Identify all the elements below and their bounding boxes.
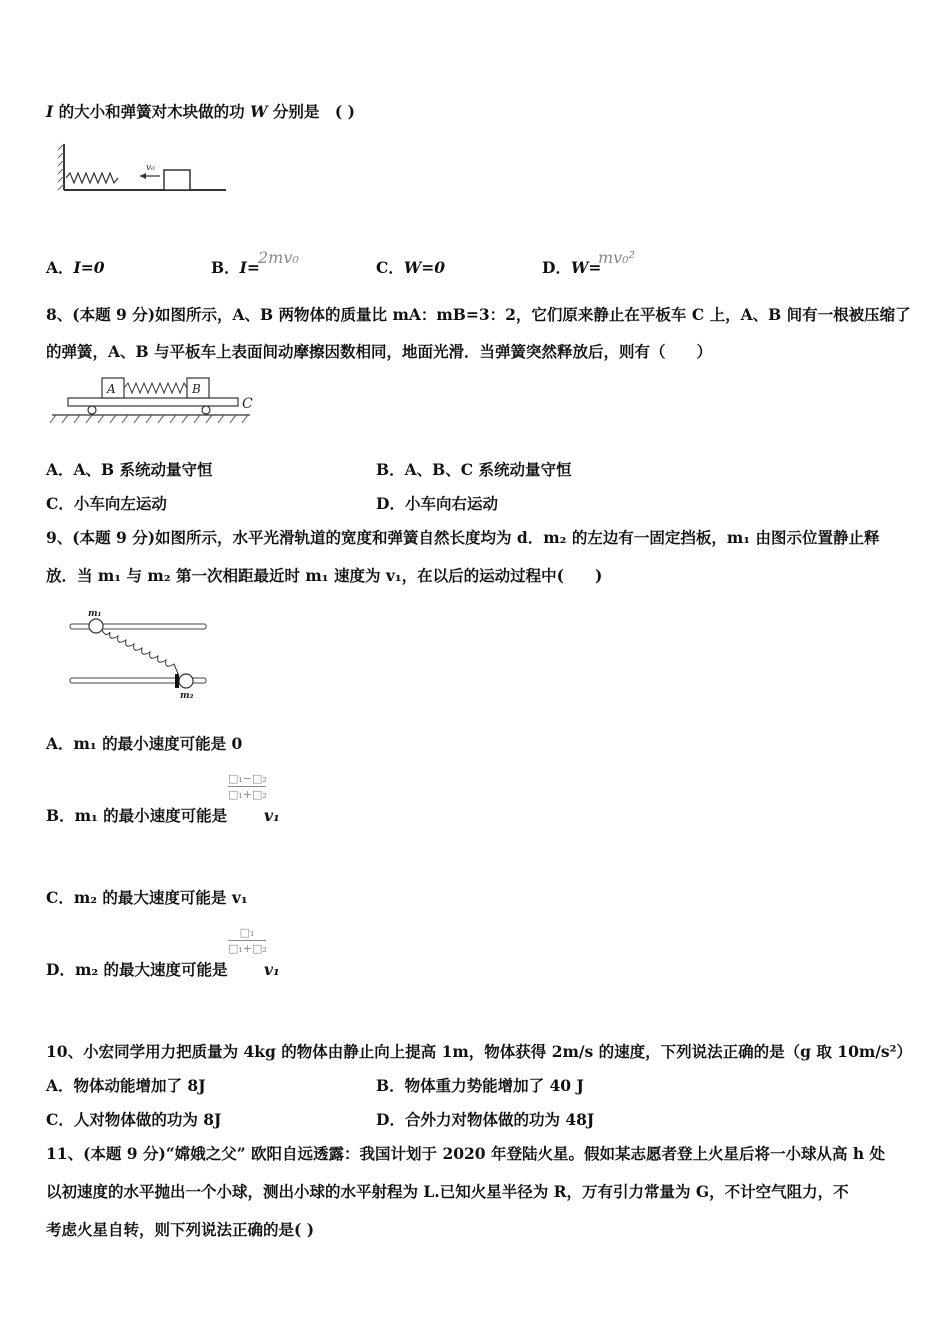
q9-option-b-denominator: □₁+□₂ bbox=[228, 788, 267, 801]
q11-stem-line2: 以初速度的水平抛出一个小球，测出小球的水平射程为 L.已知火星半径为 R，万有引力常量为 G，不计空气阻力，不 bbox=[46, 1182, 849, 1201]
q11-stem-line3: 考虑火星自转，则下列说法正确的是( ) bbox=[46, 1220, 315, 1239]
q9-stem-line1: 9、(本题 9 分)如图所示，水平光滑轨道的宽度和弹簧自然长度均为 d．m₂ 的左边有一固定挡板，m₁ 由图示位置静止释 bbox=[46, 528, 880, 547]
q7-option-d: D．W= bbox=[542, 258, 602, 277]
q9-option-d-numerator: □₁ bbox=[228, 926, 266, 941]
q10-option-c: C．人对物体做的功为 8J bbox=[46, 1110, 222, 1129]
q9-option-d-fraction bbox=[228, 926, 266, 957]
q8-fig-label-a: A bbox=[107, 382, 116, 396]
q9-option-b-tail: v₁ bbox=[264, 806, 280, 825]
q9-rails-figure bbox=[66, 604, 216, 700]
q8-fig-label-b: B bbox=[192, 382, 201, 396]
q9-option-c: C．m₂ 的最大速度可能是 v₁ bbox=[46, 888, 248, 907]
q9-option-d-tail: v₁ bbox=[264, 960, 280, 979]
q9-stem-line2: 放．当 m₁ 与 m₂ 第一次相距最近时 m₁ 速度为 v₁，在以后的运动过程中( ) bbox=[46, 566, 603, 585]
q8-option-c: C．小车向左运动 bbox=[46, 494, 167, 513]
q8-option-a: A．A、B 系统动量守恒 bbox=[46, 460, 213, 479]
q8-option-b: B．A、B、C 系统动量守恒 bbox=[376, 460, 572, 479]
q8-fig-label-c: C bbox=[242, 396, 253, 412]
q9-option-b: B．m₁ 的最小速度可能是 bbox=[46, 806, 228, 825]
q7-option-a: A．I=0 bbox=[46, 258, 105, 277]
q9-option-d: D．m₂ 的最大速度可能是 bbox=[46, 960, 228, 979]
q10-option-d: D．合外力对物体做的功为 48J bbox=[376, 1110, 595, 1129]
q7-option-b-formula: 2mv₀ bbox=[258, 248, 299, 267]
q9-option-b-numerator: □₁−□₂ bbox=[228, 772, 267, 785]
q7-spring-block-figure bbox=[56, 142, 246, 212]
q7-option-c: C．W=0 bbox=[376, 258, 446, 277]
q9-fig-label-m1: m₁ bbox=[88, 609, 102, 619]
q9-option-d-denominator: □₁+□₂ bbox=[228, 942, 267, 955]
q9-option-b-fraction bbox=[228, 772, 266, 803]
q9-fig-label-m2: m₂ bbox=[180, 691, 194, 700]
q7-option-d-formula: mv₀² bbox=[598, 248, 636, 267]
q7-stem: I 的大小和弹簧对木块做的功 W 分别是 ( ) bbox=[46, 102, 355, 121]
q8-option-d: D．小车向右运动 bbox=[376, 494, 498, 513]
q8-stem-line1: 8、(本题 9 分)如图所示，A、B 两物体的质量比 mA：mB=3：2，它们原来静止在平板车 C 上，A、B 间有一根被压缩了 bbox=[46, 305, 911, 324]
q10-option-a: A．物体动能增加了 8J bbox=[46, 1076, 206, 1095]
q7-option-b: B．I= bbox=[211, 258, 260, 277]
q7-fig-v0-label: v₀ bbox=[146, 163, 155, 173]
q8-cart-figure bbox=[46, 372, 266, 432]
q9-option-a: A．m₁ 的最小速度可能是 0 bbox=[46, 734, 243, 753]
q10-stem: 10、小宏同学用力把质量为 4kg 的物体由静止向上提高 1m，物体获得 2m/s 的速度，下列说法正确的是（g 取 10m/s²） bbox=[46, 1042, 912, 1061]
q11-stem-line1: 11、(本题 9 分)“嫦娥之父” 欧阳自远透露：我国计划于 2020 年登陆火星。假如某志愿者登上火星后将一小球从高 h 处 bbox=[46, 1144, 886, 1163]
q8-stem-line2: 的弹簧，A、B 与平板车上表面间动摩擦因数相同，地面光滑．当弹簧突然释放后，则有（ ） bbox=[46, 342, 713, 361]
q10-option-b: B．物体重力势能增加了 40 J bbox=[376, 1076, 584, 1095]
